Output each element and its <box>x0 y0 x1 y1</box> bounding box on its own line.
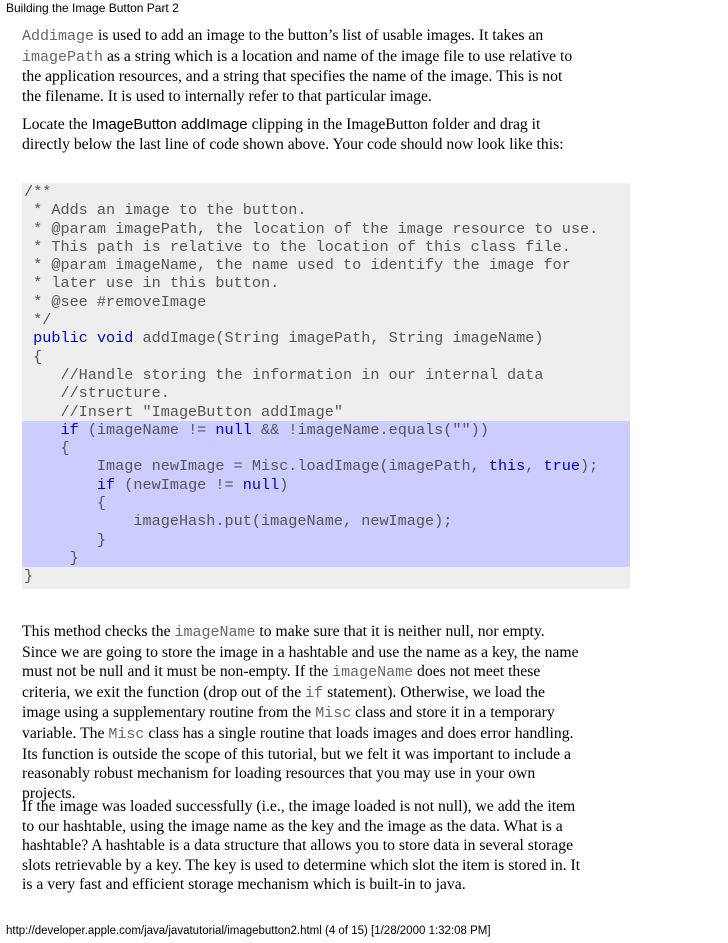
text-line <box>22 817 622 837</box>
code-keyword: this <box>488 457 526 476</box>
clipping-name: ImageButton addImage <box>91 116 248 133</box>
code-line <box>24 439 598 457</box>
code-line <box>24 329 598 347</box>
code-line <box>24 384 598 402</box>
code-text: } <box>24 548 79 567</box>
code-line <box>24 403 598 421</box>
code-lines <box>24 183 598 586</box>
code-line <box>24 549 598 567</box>
code-text: * @param imagePath, the location of the image resource to use. <box>24 219 599 238</box>
code-text: } <box>24 530 107 549</box>
code-keyword: if <box>60 420 79 439</box>
text-run: Since we are going to store the image in a hashtable and use the name as a key, the name <box>22 643 579 661</box>
text-run: class and store it in a temporary <box>351 704 555 722</box>
code-text: (newImage != <box>115 475 243 494</box>
code-keyword: true <box>543 457 580 476</box>
code-line <box>24 512 598 530</box>
code-line <box>24 256 598 274</box>
code-text <box>24 421 60 439</box>
inline-code: Misc <box>108 725 145 743</box>
code-keyword: null <box>242 475 280 494</box>
text-run: the application resources, and a string that specifies the name of the image. This is not <box>22 68 563 86</box>
code-block <box>22 183 630 589</box>
code-text: /** <box>24 183 52 201</box>
code-text: ) <box>279 475 289 494</box>
text-run: does not meet these <box>413 663 541 681</box>
page-header-title: Building the Image Button Part 2 <box>6 1 179 15</box>
code-text: Image newImage = Misc.loadImage(imagePath, <box>24 457 489 476</box>
code-line <box>24 220 598 238</box>
code-line <box>24 293 598 311</box>
text-run: Locate the <box>22 116 92 133</box>
text-run: Its function is outside the scope of this tutorial, but we felt it was important to include a <box>22 745 571 763</box>
text-run: clipping in the ImageButton folder and drag it <box>247 116 541 133</box>
text-line <box>22 724 622 745</box>
code-text: addImage(String imagePath, String imageName) <box>133 329 544 348</box>
inline-code: Addimage <box>22 28 95 45</box>
inline-code: Misc <box>315 705 352 723</box>
code-line <box>24 201 598 219</box>
code-keyword: null <box>215 420 252 439</box>
text-run: hashtable? A hashtable is a data structure that allows you to store data in several storage <box>22 837 574 855</box>
code-text: * Adds an image to the button. <box>24 201 307 220</box>
text-run: is a very fast and efficient storage mechanism which is built-in to java. <box>22 876 466 894</box>
text-line <box>22 797 622 817</box>
code-keyword: void <box>96 329 134 348</box>
code-line <box>24 238 598 256</box>
explanation-paragraph <box>22 622 622 803</box>
code-line <box>24 274 598 292</box>
text-line <box>22 745 622 765</box>
text-run: If the image was loaded successfully (i.e., the image loaded is not null), we add the item <box>22 798 576 815</box>
code-text: * @param imageName, the name used to identify the image for <box>24 256 571 275</box>
hashtable-paragraph <box>22 797 622 895</box>
text-run: projects. <box>22 784 76 802</box>
code-text <box>24 329 33 347</box>
text-run: the filename. It is used to internally refer to that particular image. <box>22 87 432 105</box>
text-run: as a string which is a location and name of the image file to use relative to <box>103 47 573 65</box>
text-run: to our hashtable, using the image name as the key and the image as the data. What is a <box>22 817 563 835</box>
code-line <box>24 348 598 366</box>
code-text: { <box>24 347 43 366</box>
page-footer-url: http://developer.apple.com/java/javatutorial/imagebutton2.html (4 of 15) [1/28/2000 1:32:08 PM] <box>6 925 491 937</box>
text-line <box>22 26 622 47</box>
text-line <box>22 87 622 107</box>
code-text: (imageName != <box>78 420 216 439</box>
code-line <box>24 183 598 201</box>
text-line <box>22 683 622 704</box>
code-line <box>24 476 598 494</box>
code-line <box>24 421 598 439</box>
text-run: criteria, we exit the function (drop out of the <box>22 683 306 701</box>
text-line <box>22 115 622 135</box>
text-line <box>22 643 622 663</box>
code-text: , <box>525 457 544 476</box>
locate-paragraph <box>22 115 622 154</box>
text-line <box>22 703 622 724</box>
inline-code: imagePath <box>22 48 104 66</box>
code-text: * later use in this button. <box>24 274 280 293</box>
code-line <box>24 366 598 384</box>
code-text: { <box>24 494 107 513</box>
code-text: && !imageName.equals("")) <box>251 420 489 439</box>
text-run: image using a supplementary routine from the <box>22 704 316 722</box>
code-text <box>88 329 97 347</box>
text-run: is used to add an image to the button’s list of usable images. It takes an <box>94 27 544 44</box>
inline-code: if <box>305 684 324 702</box>
code-text: */ <box>24 311 52 330</box>
text-run: This method checks the <box>22 623 175 640</box>
code-text <box>24 476 97 494</box>
code-text: //Handle storing the information in our internal data <box>24 365 544 384</box>
text-line <box>22 764 622 784</box>
inline-code: imageName <box>332 664 414 682</box>
code-line <box>24 457 598 475</box>
code-text: //structure. <box>24 384 170 403</box>
text-run: to make sure that it is neither null, nor empty. <box>255 623 545 640</box>
text-line <box>22 836 622 856</box>
code-line <box>24 311 598 329</box>
text-line <box>22 622 622 643</box>
text-line <box>22 47 622 68</box>
code-text: * @see #removeImage <box>24 292 207 311</box>
text-run: statement). Otherwise, we load the <box>323 683 545 701</box>
code-text: //Insert "ImageButton addImage" <box>24 402 343 421</box>
code-text: imageHash.put(imageName, newImage); <box>24 512 453 531</box>
text-line <box>22 135 622 155</box>
text-line <box>22 856 622 876</box>
text-run: reasonably robust mechanism for loading resources that you may use in your own <box>22 765 536 783</box>
text-run: directly below the last line of code shown above. Your code should now look like this: <box>22 135 564 153</box>
inline-code: imageName <box>174 624 256 641</box>
text-line <box>22 875 622 895</box>
code-text: } <box>24 567 34 586</box>
text-run: must not be null and it must be non-empty. If the <box>22 663 333 681</box>
code-keyword: public <box>33 329 88 348</box>
text-line <box>22 67 622 87</box>
text-line <box>22 662 622 683</box>
code-line <box>24 494 598 512</box>
intro-paragraph <box>22 26 622 106</box>
text-run: slots retrievable by a key. The key is used to determine which slot the item is stored in. It <box>22 856 581 874</box>
text-run: class has a single routine that loads images and does error handling. <box>144 724 574 742</box>
code-line <box>24 567 598 585</box>
code-text: { <box>24 439 70 458</box>
code-line <box>24 531 598 549</box>
text-run: variable. The <box>22 724 109 742</box>
code-text: * This path is relative to the location of this class file. <box>24 237 571 256</box>
code-text: ); <box>580 457 599 476</box>
code-keyword: if <box>96 475 116 494</box>
